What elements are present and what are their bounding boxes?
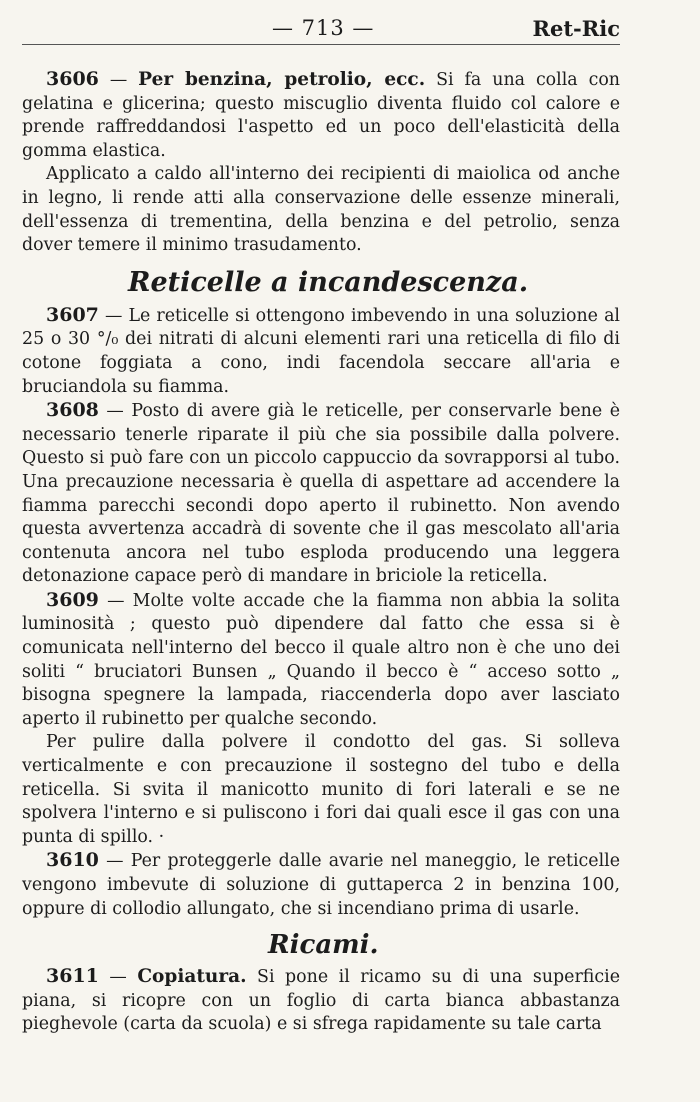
entry-number: 3608 bbox=[46, 399, 99, 422]
header-rule bbox=[22, 44, 620, 45]
entry-number: 3606 bbox=[46, 68, 99, 90]
book-page bbox=[22, 0, 620, 1037]
section-heading-reticelle: Reticelle a incandescenza. bbox=[128, 266, 529, 298]
entry-3610 bbox=[22, 849, 620, 921]
entry-3606-continued: Applicato a caldo all'interno dei recipienti di maiolica od anche in legno, li rende atti alla conservazione delle essenze minerali, dell'essenza di trementina, della benzina e del petrolio, senza dover temere il minimo trasudamento. bbox=[22, 164, 620, 256]
entry-text: — Le reticelle si ottengono imbevendo in una soluzione al 25 o 30 °/₀ dei nitrati di alcuni elementi rari una reticella di filo di cotone foggiata a cono, indi facendola seccare all'aria e bruciandola su fiamma. bbox=[22, 305, 620, 397]
entry-text: Si fa una colla con gelatina e glicerina; questo miscuglio diventa fluido col calore e prende raffreddandosi l'aspetto ed un poco dell'elasticità della gomma elastica. bbox=[22, 70, 620, 161]
entry-dash: — bbox=[98, 967, 138, 988]
entry-3607 bbox=[22, 304, 620, 399]
entry-3606 bbox=[22, 68, 620, 163]
entry-text: — Molte volte accade che la fiamma non abbia la solita luminosità ; questo può dipendere dal fatto che essa si è comunicata nell'interno del becco il quale altro non è che uno dei soliti “ bruciatori Bunsen „ Quando il becco è “ acceso sotto „ bisogna spegnere la lampada, riaccenderla dopo aver lasciato aperto il rubinetto per qualche secondo. bbox=[22, 590, 620, 729]
entry-text: — Per proteggerle dalle avarie nel maneggio, le reticelle vengono imbevute di soluzione di guttaperca 2 in benzina 100, oppure di collodio allungato, che si incendiano prima di usarle. bbox=[22, 851, 620, 919]
entry-number: 3610 bbox=[46, 849, 99, 872]
entry-3609 bbox=[22, 589, 620, 732]
entry-title: Per benzina, petrolio, ecc. bbox=[138, 69, 426, 90]
entry-number: 3607 bbox=[46, 303, 99, 326]
entry-3608 bbox=[22, 399, 620, 589]
running-head: Ret-Ric bbox=[532, 16, 620, 41]
entry-number: 3609 bbox=[46, 588, 99, 611]
entry-number: 3611 bbox=[46, 965, 99, 988]
page-number: — 713 — bbox=[272, 16, 375, 40]
entry-text: Si pone il ricamo su di una superficie piana, si ricopre con un foglio di carta bianca abbastanza pieghevole (carta da scuola) e si sfrega rapidamente su tale carta bbox=[22, 967, 620, 1035]
entry-3609-continued: Per pulire dalla polvere il condotto del gas. Si solleva verticalmente e con precauzione il sostegno del tubo e della reticella. Si svita il manicotto munito di fori laterali e se ne spolvera l'interno e si puliscono i fori dai quali esce il gas con una punta di spillo. · bbox=[22, 732, 620, 847]
section-heading-ricami: Ricami. bbox=[268, 930, 379, 961]
entry-3611 bbox=[22, 965, 620, 1037]
entry-dash: — bbox=[98, 70, 139, 90]
entry-title: Copiatura. bbox=[137, 966, 247, 988]
page-header bbox=[22, 0, 620, 46]
entry-text: — Posto di avere già le reticelle, per conservarle bene è necessario tenerle riparate il più che sia possibile dalla polvere. Questo si può fare con un piccolo cappuccio da sovrapporsi al tubo. Una precauzione necessaria è quella di aspettare ad accendere la fiamma parecchi secondi dopo aperto il rubinetto. Non avendo questa avvertenza accadrà di sovente che il gas mescolato all'aria contenuta ancora nel tubo esploda producendo una leggera detonazione capace però di mandare in briciole la reticella. bbox=[22, 401, 620, 587]
